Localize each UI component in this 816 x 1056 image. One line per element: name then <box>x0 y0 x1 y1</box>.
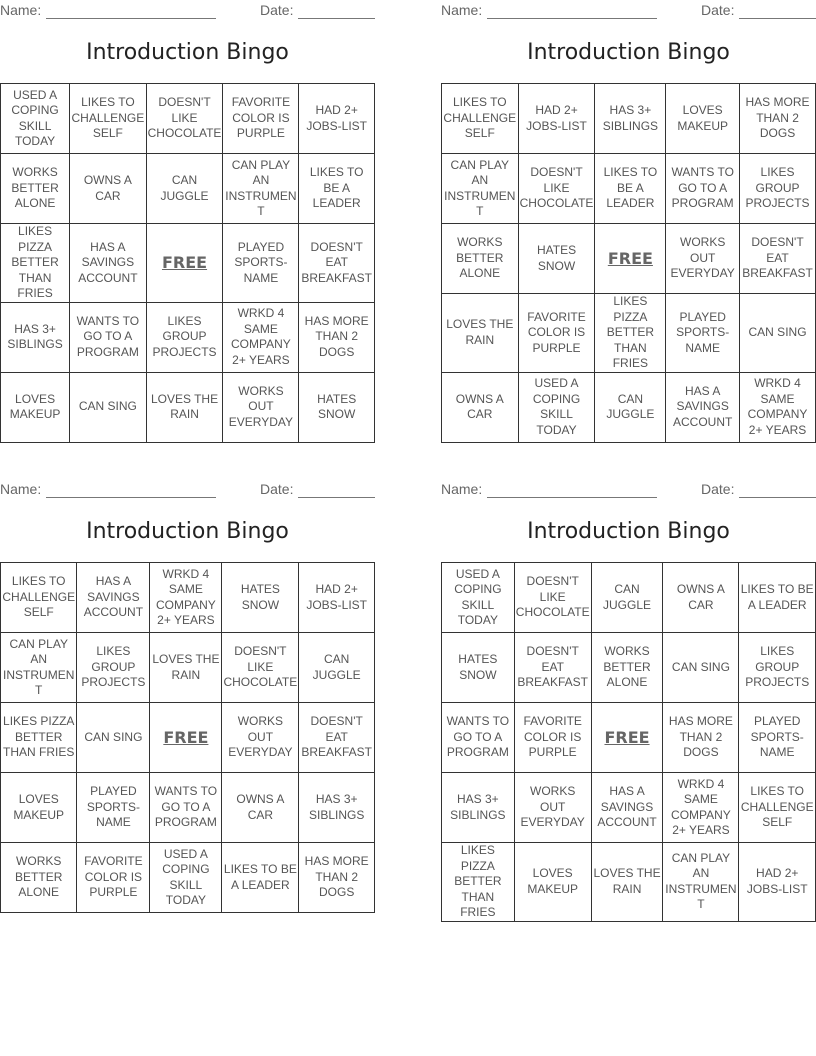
bingo-grid <box>441 562 816 922</box>
bingo-cell[interactable]: DOESN'T LIKE CHOCOLATE <box>222 633 299 703</box>
bingo-cell[interactable]: HAS A SAVINGS ACCOUNT <box>77 563 150 633</box>
bingo-row <box>442 224 816 294</box>
bingo-cell[interactable]: LIKES TO BE A LEADER <box>595 154 666 224</box>
bingo-cell[interactable]: LIKES TO BE A LEADER <box>222 843 299 913</box>
bingo-cell[interactable]: FAVORITE COLOR IS PURPLE <box>518 294 595 373</box>
name-field-line[interactable] <box>46 18 216 19</box>
bingo-row <box>442 154 816 224</box>
bingo-cell[interactable]: LOVES THE RAIN <box>146 372 223 442</box>
free-space[interactable]: FREE <box>595 224 666 294</box>
bingo-cell[interactable]: HAS 3+ SIBLINGS <box>442 773 515 843</box>
bingo-cell[interactable]: LIKES TO BE A LEADER <box>299 154 375 224</box>
card-header <box>0 481 375 501</box>
bingo-cell[interactable]: HAS MORE THAN 2 DOGS <box>663 703 739 773</box>
bingo-cell[interactable]: DOESN'T LIKE CHOCOLATE <box>514 563 591 633</box>
bingo-row <box>1 154 375 224</box>
bingo-cell[interactable]: LIKES TO CHALLENGE SELF <box>70 84 146 154</box>
bingo-cell[interactable]: LIKES GROUP PROJECTS <box>146 302 223 372</box>
date-label: Date: <box>260 2 294 18</box>
date-field-line[interactable] <box>739 497 816 498</box>
bingo-cell[interactable]: DOESN'T LIKE CHOCOLATE <box>146 84 223 154</box>
bingo-cell[interactable]: HAS MORE THAN 2 DOGS <box>299 843 375 913</box>
bingo-row <box>442 703 816 773</box>
name-label: Name: <box>0 2 42 18</box>
bingo-row <box>1 563 375 633</box>
bingo-row <box>442 84 816 154</box>
bingo-cell[interactable]: LIKES TO BE A LEADER <box>739 563 816 633</box>
bingo-cell[interactable]: WANTS TO GO TO A PROGRAM <box>70 302 146 372</box>
bingo-cell[interactable]: HATES SNOW <box>222 563 299 633</box>
bingo-row <box>1 703 375 773</box>
bingo-cell[interactable]: LOVES THE RAIN <box>150 633 222 703</box>
bingo-cell[interactable]: CAN SING <box>740 294 816 373</box>
bingo-cell[interactable]: USED A COPING SKILL TODAY <box>150 843 222 913</box>
name-label: Name: <box>441 481 483 497</box>
bingo-row <box>1 84 375 154</box>
name-field-line[interactable] <box>487 18 657 19</box>
bingo-row <box>1 633 375 703</box>
bingo-cell[interactable]: HATES SNOW <box>299 372 375 442</box>
bingo-cell[interactable]: OWNS A CAR <box>70 154 146 224</box>
bingo-cell[interactable]: LOVES MAKEUP <box>666 84 740 154</box>
bingo-cell[interactable]: WORKS BETTER ALONE <box>442 224 519 294</box>
bingo-cell[interactable]: WORKS BETTER ALONE <box>1 154 70 224</box>
bingo-cell[interactable]: WORKS BETTER ALONE <box>1 843 77 913</box>
bingo-cell[interactable]: HAS MORE THAN 2 DOGS <box>740 84 816 154</box>
bingo-row <box>442 563 816 633</box>
bingo-cell[interactable]: HATES SNOW <box>518 224 595 294</box>
bingo-cell[interactable]: PLAYED SPORTS-NAME <box>739 703 816 773</box>
bingo-cell[interactable]: WORKS OUT EVERYDAY <box>666 224 740 294</box>
bingo-cell[interactable]: WANTS TO GO TO A PROGRAM <box>150 773 222 843</box>
bingo-cell[interactable]: HAD 2+ JOBS-LIST <box>299 563 375 633</box>
bingo-cell[interactable]: USED A COPING SKILL TODAY <box>1 84 70 154</box>
bingo-cell[interactable]: FAVORITE COLOR IS PURPLE <box>223 84 299 154</box>
bingo-cell[interactable]: CAN SING <box>663 633 739 703</box>
bingo-cell[interactable]: FAVORITE COLOR IS PURPLE <box>514 703 591 773</box>
date-field-line[interactable] <box>298 497 375 498</box>
bingo-row <box>1 843 375 913</box>
bingo-cell[interactable]: PLAYED SPORTS-NAME <box>77 773 150 843</box>
bingo-row <box>442 633 816 703</box>
bingo-cell[interactable]: HAS 3+ SIBLINGS <box>1 302 70 372</box>
date-label: Date: <box>701 481 735 497</box>
bingo-cell[interactable]: HAD 2+ JOBS-LIST <box>518 84 595 154</box>
name-field-line[interactable] <box>487 497 657 498</box>
bingo-cell[interactable]: LIKES PIZZA BETTER THAN FRIES <box>442 843 515 922</box>
bingo-cell[interactable]: CAN JUGGLE <box>591 563 663 633</box>
date-field-line[interactable] <box>298 18 375 19</box>
bingo-cell[interactable]: CAN SING <box>70 372 146 442</box>
bingo-cell[interactable]: LIKES PIZZA BETTER THAN FRIES <box>1 224 70 303</box>
bingo-cell[interactable]: PLAYED SPORTS-NAME <box>223 224 299 303</box>
bingo-cell[interactable]: WANTS TO GO TO A PROGRAM <box>442 703 515 773</box>
bingo-grid <box>0 562 375 913</box>
date-label: Date: <box>260 481 294 497</box>
name-field-line[interactable] <box>46 497 216 498</box>
bingo-cell[interactable]: WORKS OUT EVERYDAY <box>222 703 299 773</box>
bingo-cell[interactable]: WRKD 4 SAME COMPANY 2+ YEARS <box>223 302 299 372</box>
bingo-cell[interactable]: DOESN'T EAT BREAKFAST <box>514 633 591 703</box>
bingo-cell[interactable]: CAN PLAY AN INSTRUMEN T <box>663 843 739 922</box>
bingo-grid <box>0 83 375 443</box>
bingo-cell[interactable]: FAVORITE COLOR IS PURPLE <box>77 843 150 913</box>
card-header <box>441 481 816 501</box>
bingo-cell[interactable]: LIKES PIZZA BETTER THAN FRIES <box>595 294 666 373</box>
bingo-cell[interactable]: LOVES MAKEUP <box>514 843 591 922</box>
bingo-cell[interactable]: LOVES THE RAIN <box>442 294 519 373</box>
free-space[interactable]: FREE <box>591 703 663 773</box>
free-space[interactable]: FREE <box>150 703 222 773</box>
bingo-cell[interactable]: CAN JUGGLE <box>146 154 223 224</box>
bingo-cell[interactable]: HAD 2+ JOBS-LIST <box>739 843 816 922</box>
bingo-row <box>1 302 375 372</box>
card-title: Introduction Bingo <box>86 40 289 65</box>
bingo-cell[interactable]: CAN JUGGLE <box>595 372 666 442</box>
card-title: Introduction Bingo <box>527 40 730 65</box>
card-header <box>0 2 375 22</box>
bingo-cell[interactable]: WANTS TO GO TO A PROGRAM <box>666 154 740 224</box>
bingo-row <box>1 773 375 843</box>
bingo-row <box>1 372 375 442</box>
date-label: Date: <box>701 2 735 18</box>
bingo-cell[interactable]: DOESN'T EAT BREAKFAST <box>299 703 375 773</box>
bingo-cell[interactable]: LIKES TO CHALLENGE SELF <box>1 563 77 633</box>
bingo-cell[interactable]: LOVES MAKEUP <box>1 372 70 442</box>
bingo-row <box>442 843 816 922</box>
bingo-cell[interactable]: HAD 2+ JOBS-LIST <box>299 84 375 154</box>
bingo-cell[interactable]: HATES SNOW <box>442 633 515 703</box>
bingo-cell[interactable]: CAN PLAY AN INSTRUMEN T <box>223 154 299 224</box>
bingo-cell[interactable]: CAN PLAY AN INSTRUMEN T <box>442 154 519 224</box>
bingo-cell[interactable]: WORKS OUT EVERYDAY <box>514 773 591 843</box>
date-field-line[interactable] <box>739 18 816 19</box>
bingo-cell[interactable]: PLAYED SPORTS-NAME <box>666 294 740 373</box>
bingo-cell[interactable]: USED A COPING SKILL TODAY <box>518 372 595 442</box>
bingo-cell[interactable]: CAN PLAY AN INSTRUMEN T <box>1 633 77 703</box>
bingo-cell[interactable]: DOESN'T LIKE CHOCOLATE <box>518 154 595 224</box>
bingo-cell[interactable]: USED A COPING SKILL TODAY <box>442 563 515 633</box>
bingo-row <box>442 294 816 373</box>
bingo-cell[interactable]: DOESN'T EAT BREAKFAST <box>740 224 816 294</box>
bingo-cell[interactable]: WORKS OUT EVERYDAY <box>223 372 299 442</box>
bingo-cell[interactable]: HAS MORE THAN 2 DOGS <box>299 302 375 372</box>
bingo-cell[interactable]: OWNS A CAR <box>663 563 739 633</box>
bingo-row <box>1 224 375 303</box>
bingo-cell[interactable]: WRKD 4 SAME COMPANY 2+ YEARS <box>663 773 739 843</box>
bingo-row <box>442 773 816 843</box>
bingo-cell[interactable]: LOVES MAKEUP <box>1 773 77 843</box>
bingo-cell[interactable]: LIKES PIZZA BETTER THAN FRIES <box>1 703 77 773</box>
bingo-cell[interactable]: LIKES TO CHALLENGE SELF <box>442 84 519 154</box>
card-title: Introduction Bingo <box>527 519 730 544</box>
free-space[interactable]: FREE <box>146 224 223 303</box>
bingo-cell[interactable]: WORKS BETTER ALONE <box>591 633 663 703</box>
name-label: Name: <box>441 2 483 18</box>
bingo-cell[interactable]: WRKD 4 SAME COMPANY 2+ YEARS <box>150 563 222 633</box>
bingo-cell[interactable]: OWNS A CAR <box>442 372 519 442</box>
bingo-cell[interactable]: LIKES GROUP PROJECTS <box>740 154 816 224</box>
bingo-cell[interactable]: LIKES TO CHALLENGE SELF <box>739 773 816 843</box>
card-title: Introduction Bingo <box>86 519 289 544</box>
bingo-grid <box>441 83 816 443</box>
bingo-cell[interactable]: HAS 3+ SIBLINGS <box>299 773 375 843</box>
bingo-cell[interactable]: LOVES THE RAIN <box>591 843 663 922</box>
name-label: Name: <box>0 481 42 497</box>
bingo-cell[interactable]: HAS A SAVINGS ACCOUNT <box>666 372 740 442</box>
bingo-cell[interactable]: CAN JUGGLE <box>299 633 375 703</box>
bingo-cell[interactable]: LIKES GROUP PROJECTS <box>739 633 816 703</box>
bingo-cell[interactable]: HAS 3+ SIBLINGS <box>595 84 666 154</box>
bingo-cell[interactable]: OWNS A CAR <box>222 773 299 843</box>
bingo-cell[interactable]: WRKD 4 SAME COMPANY 2+ YEARS <box>740 372 816 442</box>
bingo-cell[interactable]: HAS A SAVINGS ACCOUNT <box>70 224 146 303</box>
card-header <box>441 2 816 22</box>
bingo-cell[interactable]: HAS A SAVINGS ACCOUNT <box>591 773 663 843</box>
bingo-cell[interactable]: DOESN'T EAT BREAKFAST <box>299 224 375 303</box>
bingo-row <box>442 372 816 442</box>
bingo-cell[interactable]: CAN SING <box>77 703 150 773</box>
bingo-cell[interactable]: LIKES GROUP PROJECTS <box>77 633 150 703</box>
